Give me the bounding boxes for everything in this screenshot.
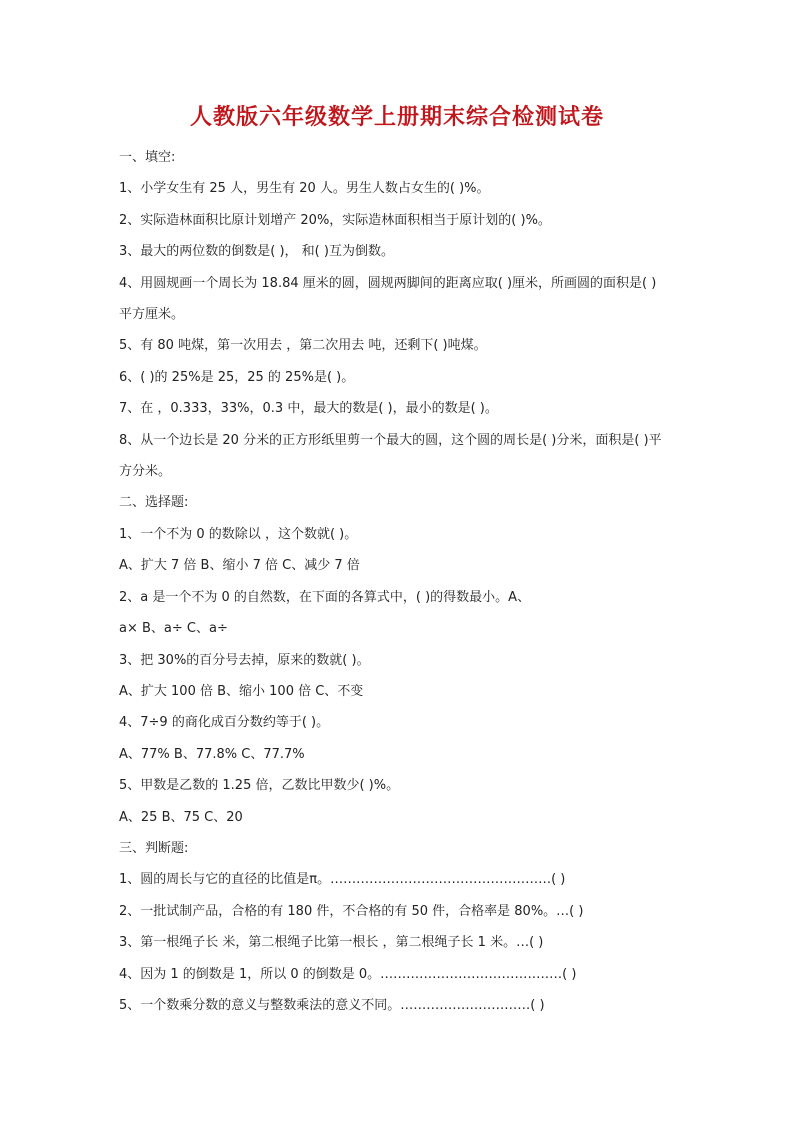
text-line: 三、判断题:	[119, 840, 189, 856]
text-line: 6、( )的 25%是 25，25 的 25%是( )。	[119, 369, 355, 385]
text-line: 4、用圆规画一个周长为 18.84 厘米的圆，圆规两脚间的距离应取( )厘米，所画圆的面积是( )	[119, 275, 657, 291]
text-line: 一、填空:	[119, 150, 176, 165]
text-line: a× B、a÷ C、a÷	[119, 621, 228, 637]
text-line: A、扩大 100 倍 B、缩小 100 倍 C、不变	[119, 683, 364, 699]
text-line: 4、7÷9 的商化成百分数约等于( )。	[119, 715, 330, 731]
text-line: A、扩大 7 倍 B、缩小 7 倍 C、减少 7 倍	[119, 558, 360, 574]
text-line: 3、把 30%的百分号去掉，原来的数就( )。	[119, 652, 370, 668]
text-line: 2、实际造林面积比原计划增产 20%，实际造林面积相当于原计划的( )%。	[119, 212, 551, 228]
text-line: 二、选择题:	[119, 495, 189, 511]
text-line: A、77% B、77.8% C、77.7%	[119, 746, 305, 762]
text-line: A、25 B、75 C、20	[119, 809, 243, 825]
text-line: 5、甲数是乙数的 1.25 倍，乙数比甲数少( )%。	[119, 778, 400, 794]
text-line: 5、一个数乘分数的意义与整数乘法的意义不同。…………………………( )	[119, 997, 545, 1013]
text-line: 1、小学女生有 25 人，男生有 20 人。男生人数占女生的( )%。	[119, 181, 490, 197]
text-line: 平方厘米。	[119, 307, 185, 323]
document-body	[119, 142, 684, 1021]
text-line: 1、圆的周长与它的直径的比值是π。……………………………………………( )	[119, 872, 566, 888]
page-title: 人教版六年级数学上册期末综合检测试卷	[189, 104, 604, 130]
text-line: 7、在 ，0.333，33%，0.3 中，最大的数是( )，最小的数是( )。	[119, 401, 498, 417]
text-line: 5、有 80 吨煤，第一次用去 ，第二次用去 吨，还剩下( )吨煤。	[119, 338, 487, 354]
text-line: 2、一批试制产品，合格的有 180 件，不合格的有 50 件，合格率是 80%。…( )	[119, 903, 584, 919]
text-line: 8、从一个边长是 20 分米的正方形纸里剪一个最大的圆，这个圆的周长是( )分米，面积是( )平	[119, 432, 662, 448]
text-line: 方分米。	[119, 464, 172, 480]
text-line: 4、因为 1 的倒数是 1，所以 0 的倒数是 0。……………………………………( )	[119, 966, 577, 982]
text-line: 2、a 是一个不为 0 的自然数，在下面的各算式中，( )的得数最小。A、	[119, 589, 531, 605]
text-line: 1、一个不为 0 的数除以 ，这个数就( )。	[119, 526, 358, 542]
text-line: 3、第一根绳子长 米，第二根绳子比第一根长 ，第二根绳子长 1 米。…( )	[119, 935, 544, 951]
text-line: 3、最大的两位数的倒数是( )， 和( )互为倒数。	[119, 244, 394, 260]
